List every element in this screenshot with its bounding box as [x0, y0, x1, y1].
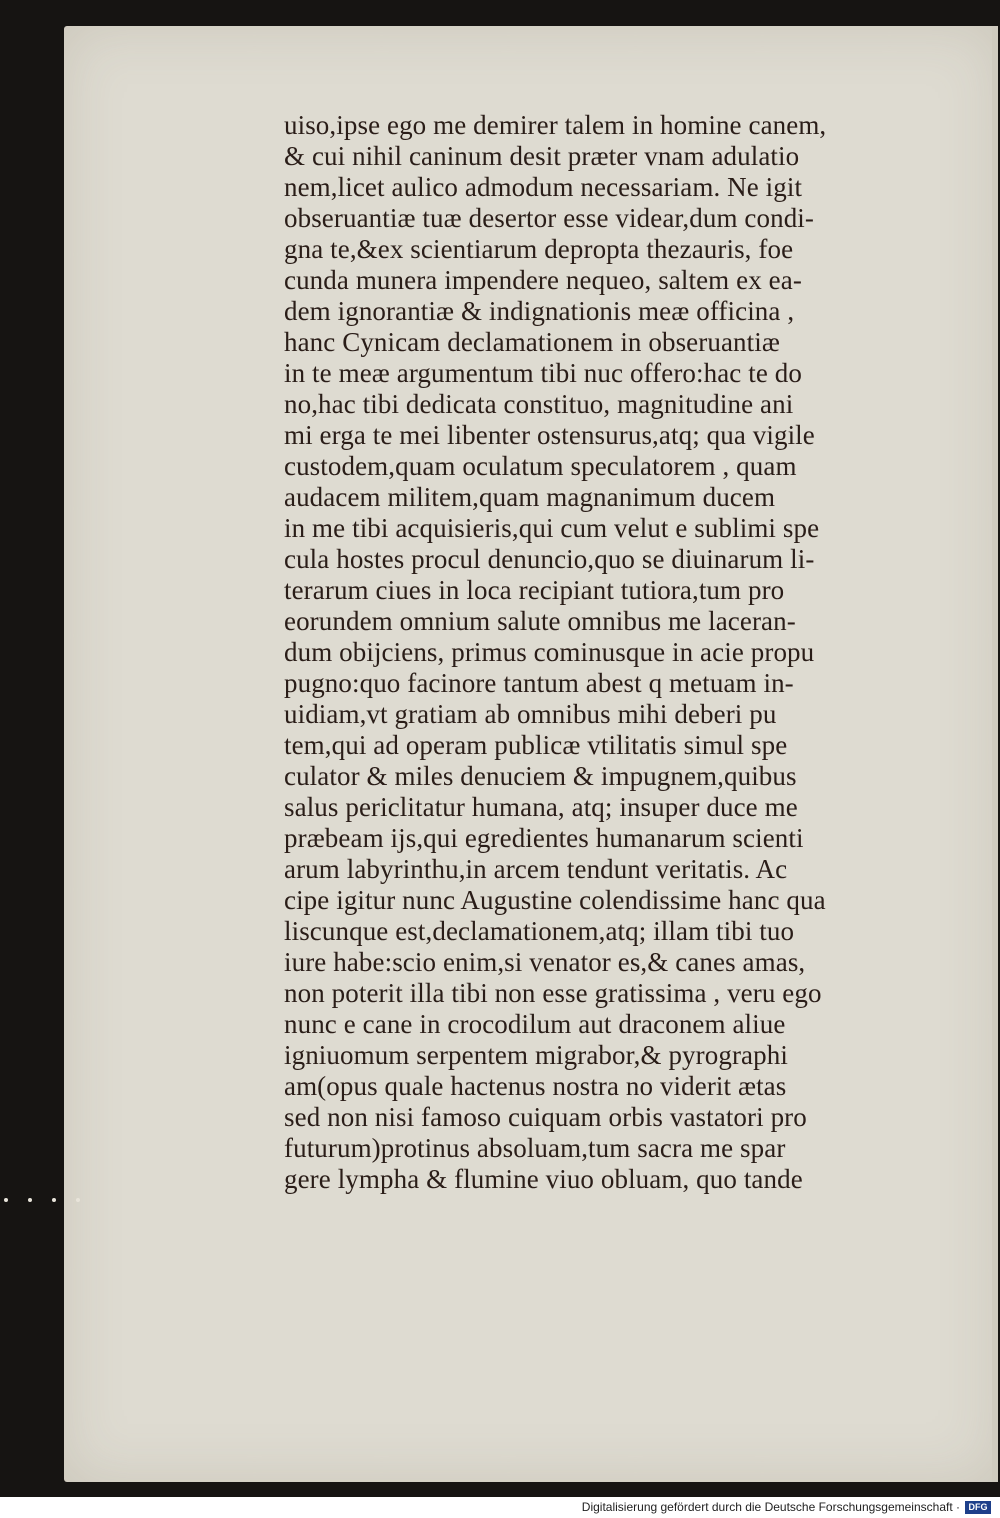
funding-notice: Digitalisierung gefördert durch die Deutsche Forschungsgemeinschaft ·: [581, 1500, 960, 1514]
text-line: uiso,ipse ego me demirer talem in homine canem,: [284, 110, 827, 140]
text-line: culator & miles denuciem & impugnem,quibus: [284, 761, 797, 791]
text-line: sed non nisi famoso cuiquam orbis vastatori pro: [284, 1102, 807, 1132]
text-line: terarum ciues in loca recipiant tutiora,tum pro: [284, 575, 785, 605]
stitch-dot: [76, 1198, 80, 1202]
text-line: no,hac tibi dedicata constituo, magnitudine ani: [284, 389, 794, 419]
text-line: custodem,quam oculatum speculatorem , quam: [284, 451, 797, 481]
stitch-dot: [28, 1198, 32, 1202]
text-line: & cui nihil caninum desit præter vnam adulatio: [284, 141, 800, 171]
text-line: obseruantiæ tuæ desertor esse videar,dum condi-: [284, 203, 814, 233]
text-line: liscunque est,declamationem,atq; illam tibi tuo: [284, 916, 795, 946]
stitch-dot: [4, 1198, 8, 1202]
text-line: cula hostes procul denuncio,quo se diuinarum li-: [284, 544, 815, 574]
text-line: hanc Cynicam declamationem in obseruantiæ: [284, 327, 780, 357]
text-line: nunc e cane in crocodilum aut draconem aliue: [284, 1009, 786, 1039]
footer-bar: [0, 1497, 1000, 1518]
text-line: cunda munera impendere nequeo, saltem ex ea-: [284, 265, 802, 295]
text-line: non poterit illa tibi non esse gratissima , veru ego: [284, 978, 822, 1008]
text-line: dem ignorantiæ & indignationis meæ officina ,: [284, 296, 795, 326]
text-line: salus periclitatur humana, atq; insuper duce me: [284, 792, 798, 822]
text-line: igniuomum serpentem migrabor,& pyrographi: [284, 1040, 788, 1070]
text-line: am(opus quale hactenus nostra no viderit ætas: [284, 1071, 787, 1101]
text-line: præbeam ijs,qui egredientes humanarum scienti: [284, 823, 804, 853]
text-line: audacem militem,quam magnanimum ducem: [284, 482, 776, 512]
text-line: gere lympha & flumine viuo obluam, quo tande: [284, 1164, 803, 1194]
text-line: eorundem omnium salute omnibus me laceran-: [284, 606, 796, 636]
text-line: cipe igitur nunc Augustine colendissime hanc qua: [284, 885, 826, 915]
text-line: in me tibi acquisieris,qui cum velut e sublimi spe: [284, 513, 820, 543]
page-edge: [992, 26, 998, 1482]
text-line: mi erga te mei libenter ostensurus,atq; qua vigile: [284, 420, 815, 450]
text-line: futurum)protinus absoluam,tum sacra me spar: [284, 1133, 786, 1163]
text-line: pugno:quo facinore tantum abest q metuam in-: [284, 668, 794, 698]
text-line: tem,qui ad operam publicæ vtilitatis simul spe: [284, 730, 788, 760]
dfg-logo-icon: DFG: [965, 1501, 991, 1514]
text-line: dum obijciens, primus cominusque in acie propu: [284, 637, 815, 667]
text-line: arum labyrinthu,in arcem tendunt veritatis. Ac: [284, 854, 788, 884]
text-line: uidiam,vt gratiam ab omnibus mihi deberi pu: [284, 699, 777, 729]
stitch-dot: [52, 1198, 56, 1202]
page-text: [284, 110, 964, 1195]
text-line: nem,licet aulico admodum necessariam. Ne igit: [284, 172, 803, 202]
text-line: gna te,&ex scientiarum depropta thezauris, foe: [284, 234, 794, 264]
text-line: iure habe:scio enim,si venator es,& canes amas,: [284, 947, 806, 977]
binding-stitch-marks: [0, 1198, 90, 1208]
text-line: in te meæ argumentum tibi nuc offero:hac te do: [284, 358, 802, 388]
